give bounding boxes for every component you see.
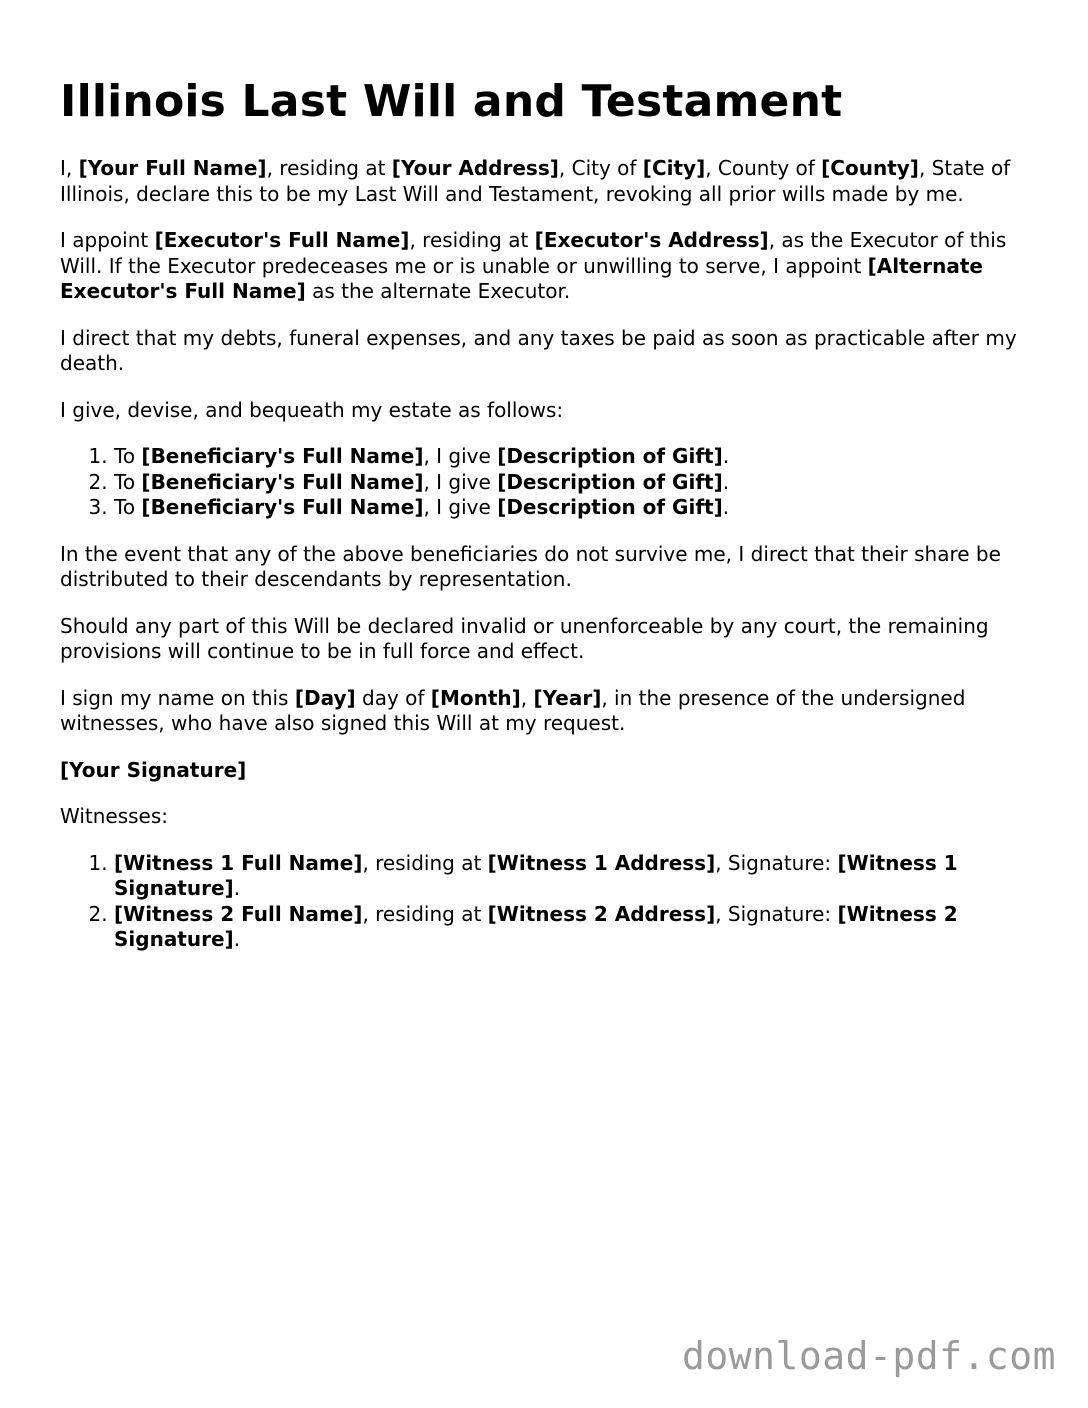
city-field: [City] <box>642 156 706 180</box>
bequest-item: 3. To [Beneficiary's Full Name], I give [Description of Gift]. <box>114 495 1030 521</box>
signature-line <box>60 758 1030 784</box>
intro-paragraph: I, [Your Full Name], residing at [Your Address], City of [City], County of [County], State of Illinois, declare this to be my Last Will and Testament, revoking all prior wills made by me. <box>60 156 1011 206</box>
alternate-executor-field: [Alternate Executor's Full Name] <box>60 253 983 303</box>
document-title: Illinois Last Will and Testament <box>60 76 843 127</box>
witness-signature-field: [Witness 2 Signature] <box>114 901 958 951</box>
witness-address-field: [Witness 1 Address] <box>487 850 716 875</box>
bequest-list <box>60 444 1030 521</box>
testator-signature-field: [Your Signature] <box>60 757 247 782</box>
witness-name-field: [Witness 2 Full Name] <box>114 901 363 926</box>
witness-signature-field: [Witness 1 Signature] <box>114 850 958 900</box>
executor-address-field: [Executor's Address] <box>534 228 769 252</box>
executor-paragraph: I appoint [Executor's Full Name], residing at [Executor's Address], as the Executor of this Will. If the Executor predeceases me or is unable or unwilling to serve, I appoint [Alternate Executor's Full Name] as the alternate Executor. <box>60 228 1007 303</box>
witness-item: 1. [Witness 1 Full Name], residing at [Witness 1 Address], Signature: [Witness 1 Signature]. <box>114 851 1030 902</box>
month-field: [Month] <box>430 685 521 710</box>
signing-paragraph: I sign my name on this [Day] day of [Month], [Year], in the presence of the undersigned witnesses, who have also signed this Will at my request. <box>60 685 966 735</box>
executor-name-field: [Executor's Full Name] <box>154 228 410 252</box>
witnesses-label: Witnesses: <box>60 804 169 828</box>
severability-paragraph: Should any part of this Will be declared invalid or unenforceable by any court, the remaining provisions will continue to be in full force and effect. <box>60 613 989 663</box>
gift-description-field: [Description of Gift] <box>497 495 723 519</box>
gift-description-field: [Description of Gift] <box>497 469 723 494</box>
survival-paragraph: In the event that any of the above beneficiaries do not survive me, I direct that their share be distributed to their descendants by representation. <box>60 541 1001 591</box>
bequest-intro: I give, devise, and bequeath my estate as follows: <box>60 397 564 422</box>
witness-list <box>60 851 1030 953</box>
bequest-item: 1. To [Beneficiary's Full Name], I give [Description of Gift]. <box>114 444 1030 470</box>
debts-paragraph: I direct that my debts, funeral expenses, and any taxes be paid as soon as practicable after my death. <box>60 325 1017 375</box>
watermark-text: download-pdf.com <box>681 1334 1056 1378</box>
witness-address-field: [Witness 2 Address] <box>487 901 716 926</box>
testator-name-field: [Your Full Name] <box>78 156 267 180</box>
testator-address-field: [Your Address] <box>391 156 559 180</box>
year-field: [Year] <box>533 685 602 710</box>
gift-description-field: [Description of Gift] <box>497 444 723 468</box>
witness-item: 2. [Witness 2 Full Name], residing at [Witness 2 Address], Signature: [Witness 2 Signature]. <box>114 902 1030 953</box>
day-field: [Day] <box>294 685 356 710</box>
document-page <box>60 74 1030 974</box>
bequest-item: 2. To [Beneficiary's Full Name], I give [Description of Gift]. <box>114 470 1030 496</box>
beneficiary-name-field: [Beneficiary's Full Name] <box>141 495 424 519</box>
witness-name-field: [Witness 1 Full Name] <box>114 850 363 875</box>
beneficiary-name-field: [Beneficiary's Full Name] <box>141 469 424 494</box>
beneficiary-name-field: [Beneficiary's Full Name] <box>141 444 424 468</box>
county-field: [County] <box>821 156 919 180</box>
